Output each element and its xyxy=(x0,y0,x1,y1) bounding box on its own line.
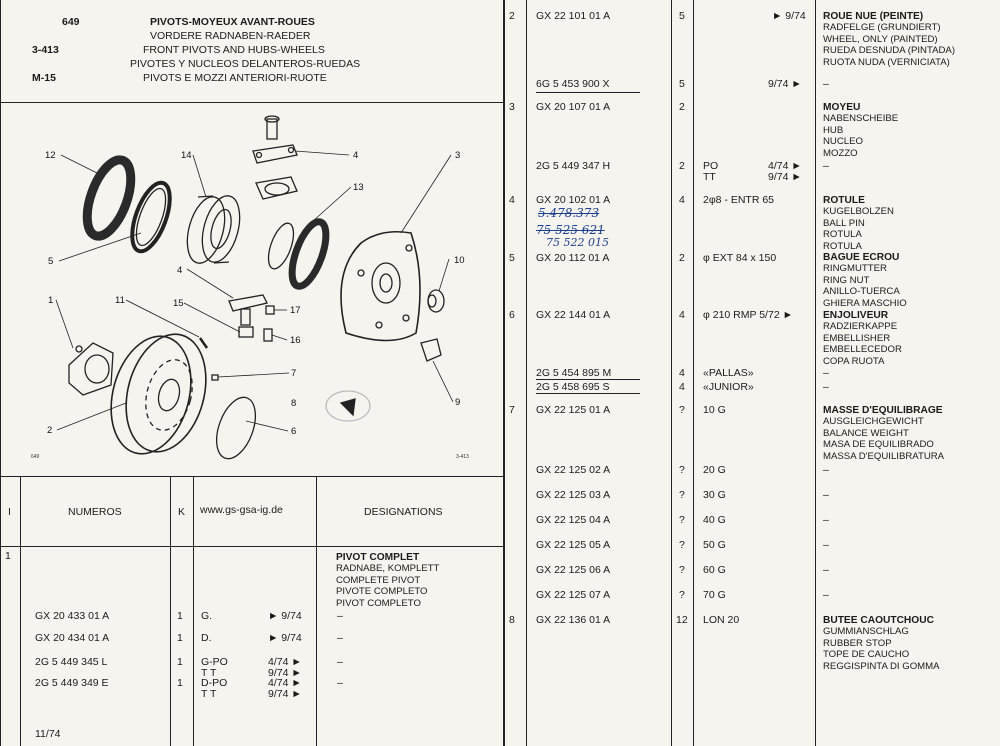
spec: T T xyxy=(201,688,217,700)
dash: – xyxy=(823,160,829,172)
part-number: GX 22 101 01 A xyxy=(536,10,611,22)
part-seal-12 xyxy=(78,154,139,241)
part-number: GX 22 125 07 A xyxy=(536,589,611,601)
item-number: 3 xyxy=(509,101,515,113)
part-number: GX 20 433 01 A xyxy=(35,610,110,622)
date: 4/74 ► xyxy=(268,656,302,668)
title-it: PIVOTS E MOZZI ANTERIORI-RUOTE xyxy=(143,72,327,84)
callout-label: 3 xyxy=(455,150,461,161)
part-number: GX 20 112 01 A xyxy=(536,252,610,264)
title-de: VORDERE RADNABEN-RAEDER xyxy=(150,30,311,42)
spec: PO xyxy=(703,160,719,172)
part-number: GX 22 125 04 A xyxy=(536,514,611,526)
part-number: 6G 5 453 900 X xyxy=(536,78,610,90)
part-number: GX 22 125 03 A xyxy=(536,489,611,501)
part-number: 2G 5 449 345 L xyxy=(35,656,108,668)
part-number: GX 22 125 02 A xyxy=(536,464,611,476)
item-number: 8 xyxy=(509,614,515,626)
designation-block: ROTULE KUGELBOLZEN BALL PIN ROTULA ROTULA xyxy=(823,195,894,252)
col-line-index xyxy=(20,476,21,746)
table-header-rule xyxy=(0,546,503,547)
quantity: 4 xyxy=(679,367,685,379)
callout-label: 17 xyxy=(290,305,301,316)
title-fr: PIVOTS-MOYEUX AVANT-ROUES xyxy=(150,16,315,28)
designation-block: PIVOT COMPLET RADNABE, KOMPLETT COMPLETE PIVOT PIVOTE COMPLETO PIVOT COMPLETO xyxy=(336,552,440,609)
spec: 70 G xyxy=(703,589,726,601)
part-number: GX 22 144 01 A xyxy=(536,309,611,321)
callout-label: 13 xyxy=(353,182,364,193)
spec: «JUNIOR» xyxy=(703,381,754,393)
dash: – xyxy=(823,514,829,526)
handwritten-note: 5.478.373 xyxy=(538,206,600,220)
col-header-numeros: NUMEROS xyxy=(68,506,122,518)
quantity: ? xyxy=(679,564,685,576)
item-number: 2 xyxy=(509,10,515,22)
part-number: GX 22 136 01 A xyxy=(536,614,611,626)
website-link[interactable]: www.gs-gsa-ig.de xyxy=(200,504,283,516)
item-number: 1 xyxy=(5,550,11,562)
callout-label: 2 xyxy=(47,425,53,436)
dash: – xyxy=(337,656,343,668)
callout-label: 6 xyxy=(291,426,297,437)
underline xyxy=(536,92,640,93)
date: 9/74 ► xyxy=(768,78,802,90)
col-header-index: I xyxy=(8,506,11,518)
designation-block: ENJOLIVEUR RADZIERKAPPE EMBELLISHER EMBELLECEDOR COPA RUOTA xyxy=(823,310,902,367)
callout-label: 9 xyxy=(455,397,461,408)
part-number: 2G 5 458 695 S xyxy=(536,381,610,393)
part-stop-9 xyxy=(421,339,441,361)
underline xyxy=(536,393,640,394)
spec: 40 G xyxy=(703,514,726,526)
underline xyxy=(536,379,640,380)
footer-date: 11/74 xyxy=(35,728,61,740)
item-number: 5 xyxy=(509,252,515,264)
diagram-footer-right: 3-413 xyxy=(456,454,469,460)
callout-label: 5 xyxy=(48,256,54,267)
quantity: 1 xyxy=(177,677,183,689)
callout-label: 4 xyxy=(177,265,183,276)
title-en: FRONT PIVOTS AND HUBS-WHEELS xyxy=(143,44,325,56)
spec: LON 20 xyxy=(703,614,740,626)
col-header-k: K xyxy=(178,506,186,518)
quantity: ? xyxy=(679,539,685,551)
part-bearing-14 xyxy=(181,192,246,267)
quantity: ? xyxy=(679,464,685,476)
dash: – xyxy=(823,367,829,379)
quantity: 1 xyxy=(177,632,183,644)
spec: φ EXT 84 x 150 xyxy=(703,252,777,264)
spec: TT xyxy=(703,171,716,183)
callout-label: 1 xyxy=(48,295,54,306)
spec: D. xyxy=(201,632,212,644)
quantity: ? xyxy=(679,489,685,501)
quantity: 1 xyxy=(177,656,183,668)
callout-label: 10 xyxy=(454,255,465,266)
r-col-line-spec xyxy=(815,0,816,746)
designation-block: MASSE D'EQUILIBRAGE AUSGLEICHGEWICHT BALANCE WEIGHT MASA DE EQUILIBRADO MASSA D'EQUILIBRATURA xyxy=(823,405,945,462)
callout-label: 14 xyxy=(181,150,192,161)
designation-block: MOYEU NABENSCHEIBE HUB NUCLEO MOZZO xyxy=(823,102,899,159)
date: ► 9/74 xyxy=(268,632,302,644)
part-number: GX 20 107 01 A xyxy=(536,101,611,113)
col-line-numeros xyxy=(170,476,171,746)
part-number: 2G 5 449 349 E xyxy=(35,677,109,689)
col-header-designations: DESIGNATIONS xyxy=(364,506,443,518)
quantity: 4 xyxy=(679,194,685,206)
designation-block: ROUE NUE (PEINTE) RADFELGE (GRUNDIERT) WHEEL, ONLY (PAINTED) RUEDA DESNUDA (PINTADA) RUOTA NUDA (VERNICIATA) xyxy=(823,11,956,68)
quantity: 12 xyxy=(676,614,688,626)
dash: – xyxy=(823,589,829,601)
spec: 30 G xyxy=(703,489,726,501)
quantity: 1 xyxy=(177,610,183,622)
part-number: GX 22 125 01 A xyxy=(536,404,611,416)
callout-label: 12 xyxy=(45,150,56,161)
dash: – xyxy=(823,489,829,501)
r-col-line-k xyxy=(693,0,694,746)
quantity: ? xyxy=(679,404,685,416)
date: 4/74 ► xyxy=(268,677,302,689)
callout-label: 11 xyxy=(115,295,125,306)
callout-label: 16 xyxy=(290,335,301,346)
callout-label: 4 xyxy=(353,150,359,161)
dash: – xyxy=(823,539,829,551)
part-ballpin-4-bottom xyxy=(229,295,267,337)
spec: «PALLAS» xyxy=(703,367,754,379)
part-number: 2G 5 454 895 M xyxy=(536,367,612,379)
model-code: M-15 xyxy=(32,72,56,84)
part-number: GX 20 102 01 A xyxy=(536,194,611,206)
col-line-k xyxy=(193,476,194,746)
handwritten-note: 75 525 621 xyxy=(536,223,605,237)
dash: – xyxy=(823,564,829,576)
dash: – xyxy=(337,632,343,644)
designation-block: BUTEE CAOUTCHOUC GUMMIANSCHLAG RUBBER STOP TOPE DE CAUCHO REGGISPINTA DI GOMMA xyxy=(823,615,940,672)
date: 9/74 ► xyxy=(268,667,302,679)
dash: – xyxy=(823,381,829,393)
quantity: 2 xyxy=(679,160,685,172)
exploded-parts-diagram xyxy=(1,103,503,475)
callout-label: 8 xyxy=(291,398,297,409)
item-number: 4 xyxy=(509,194,515,206)
item-number: 6 xyxy=(509,309,515,321)
part-number: GX 22 125 05 A xyxy=(536,539,611,551)
page-number: 649 xyxy=(62,16,80,28)
part-hubcap-6 xyxy=(209,392,263,464)
dash: – xyxy=(823,78,829,90)
col-line-spec xyxy=(316,476,317,746)
quantity: 5 xyxy=(679,78,685,90)
date: 9/74 ► xyxy=(768,171,802,183)
part-cap-10 xyxy=(428,290,444,312)
dash: – xyxy=(337,610,343,622)
spec: φ 210 RMP 5/72 ► xyxy=(703,309,793,321)
dash: – xyxy=(823,464,829,476)
designation-block: BAGUE ECROU RINGMUTTER RING NUT ANILLO-TUERCA GHIERA MASCHIO xyxy=(823,252,907,309)
part-number: GX 22 125 06 A xyxy=(536,564,611,576)
part-number: 2G 5 449 347 H xyxy=(536,160,611,172)
part-ballpin-4-top xyxy=(253,116,297,163)
spec: 10 G xyxy=(703,404,726,416)
part-hub-3 xyxy=(341,232,420,341)
part-pivot-1 xyxy=(69,343,113,395)
callout-label: 7 xyxy=(291,368,297,379)
quantity: ? xyxy=(679,589,685,601)
callout-label: 15 xyxy=(173,298,184,309)
spec: 60 G xyxy=(703,564,726,576)
part-number: GX 20 434 01 A xyxy=(35,632,110,644)
quantity: 2 xyxy=(679,252,685,264)
date: 4/74 ► xyxy=(768,160,802,172)
section-number: 3-413 xyxy=(32,44,59,56)
spec: 50 G xyxy=(703,539,726,551)
date: 9/74 ► xyxy=(268,688,302,700)
quantity: 4 xyxy=(679,381,685,393)
center-divider xyxy=(503,0,505,746)
diagram-footer-left: 649 xyxy=(31,454,40,460)
quantity: 5 xyxy=(679,10,685,22)
spec: 20 G xyxy=(703,464,726,476)
quantity: ? xyxy=(679,514,685,526)
handwritten-note: 75 522 015 xyxy=(546,236,609,249)
spec: G-PO xyxy=(201,656,228,668)
spec: 2φ8 - ENTR 65 xyxy=(703,194,774,206)
r-col-line-index xyxy=(526,0,527,746)
diagram-bottom-rule xyxy=(0,476,503,477)
quantity: 2 xyxy=(679,101,685,113)
item-number: 7 xyxy=(509,404,515,416)
date: ► 9/74 xyxy=(772,10,806,22)
r-col-line-numeros xyxy=(671,0,672,746)
spec: G. xyxy=(201,610,213,622)
spec: D-PO xyxy=(201,677,228,689)
spec: T T xyxy=(201,667,217,679)
quantity: 4 xyxy=(679,309,685,321)
part-wheel-2 xyxy=(99,325,218,463)
title-es: PIVOTES Y NUCLEOS DELANTEROS-RUEDAS xyxy=(130,58,361,70)
dash: – xyxy=(337,677,343,689)
date: ► 9/74 xyxy=(268,610,302,622)
